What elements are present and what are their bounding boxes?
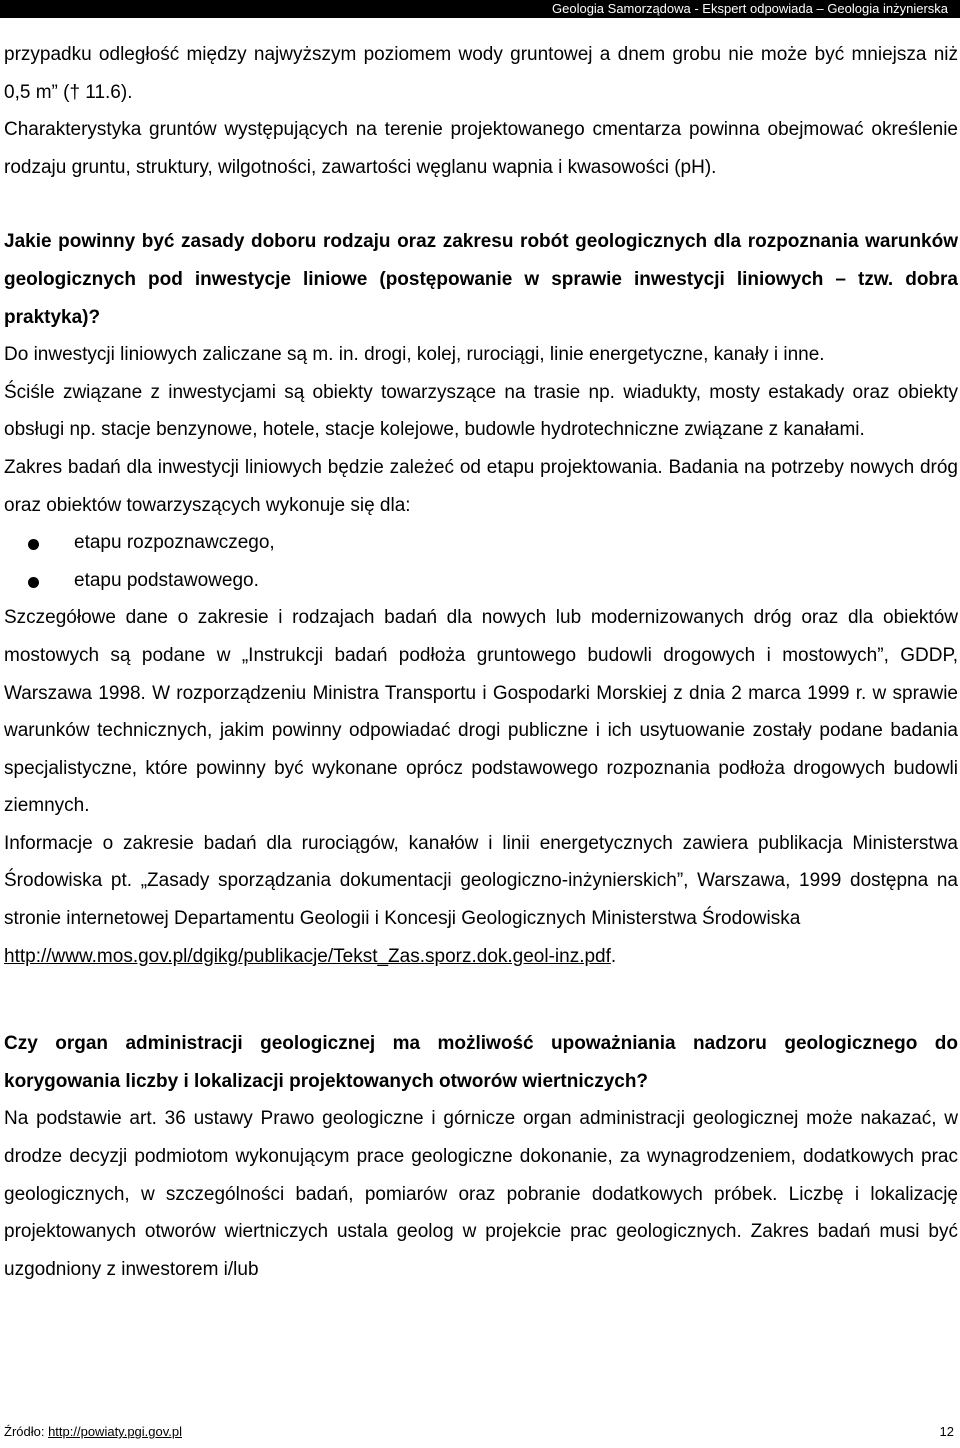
paragraph-grave-depth: przypadku odległość między najwyższym poziomem wody gruntowej a dnem grobu nie może być mniejsza niż 0,5 m” († 11.6). (4, 44, 958, 103)
footer-source-link[interactable]: http://powiaty.pgi.gov.pl (48, 1424, 183, 1439)
question-supervision: Czy organ administracji geologicznej ma możliwość upoważniania nadzoru geologicznego do korygowania liczby i lokalizacji projektowanych otworów wiertniczych? (4, 1033, 958, 1092)
paragraph-pipeline-publication: Informacje o zakresie badań dla rurociągów, kanałów i linii energetycznych zawiera publikacja Ministerstwa Środowiska pt. „Zasady sporządzania dokumentacji geologiczno-inżynierskich”, Warszawa, 1999 dostępna na stronie internetowej Departamentu Geologii i Koncesji Geologicznych Ministerstwa Środowiska (4, 832, 958, 930)
bullet-icon (28, 577, 39, 588)
document-body (4, 36, 958, 1288)
footer-source-label: Źródło: (4, 1424, 49, 1439)
paragraph-soil-characteristics: Charakterystyka gruntów występujących na terenie projektowanego cmentarza powinna obejmować określenie rodzaju gruntu, struktury, wilgotności, zawartości węglanu wapnia i kwasowości (pH). (4, 119, 958, 178)
page-header (0, 0, 960, 18)
bullet-icon (28, 539, 39, 550)
paragraph-linear-investments-list: Do inwestycji liniowych zaliczane są m. in. drogi, kolej, rurociągi, linie energetyczne, kanały i inne. (4, 344, 825, 366)
page-footer (4, 1424, 956, 1440)
stage-list (4, 524, 958, 599)
header-title: Geologia Samorządowa - Ekspert odpowiada – Geologia inżynierska (552, 1, 948, 16)
paragraph-legal-basis: Na podstawie art. 36 ustawy Prawo geologiczne i górnicze organ administracji geologicznej może nakazać, w drodze decyzji podmiotom wykonującym prace geologiczne dokonanie, za wynagrodzeniem, dodatkowych prac geologicznych, w szczególności badań, pomiarów oraz pobranie dodatkowych próbek. Liczbę i lokalizację projektowanych otworów wiertniczych ustala geolog w projekcie prac geologicznych. Zakres badań musi być uzgodniony z inwestorem i/lub (4, 1108, 958, 1280)
paragraph-road-research-details: Szczegółowe dane o zakresie i rodzajach badań dla nowych lub modernizowanych dróg oraz dla obiektów mostowych są podane w „Instrukcji badań podłoża gruntowego budowli drogowych i mostowych”, GDDP, Warszawa 1998. W rozporządzeniu Ministra Transportu i Gospodarki Morskiej z dnia 2 marca 1999 r. w sprawie warunków technicznych, jakim powinny odpowiadać drogi publiczne i ich usytuowanie zostały podane badania specjalistyczne, które powinny być wykonane oprócz podstawowego rozpoznania podłoża drogowych budowli ziemnych. (4, 607, 958, 817)
list-item: etapu podstawowego. (4, 562, 958, 600)
question-linear-investments: Jakie powinny być zasady doboru rodzaju oraz zakresu robót geologicznych dla rozpoznania warunków geologicznych pod inwestycje liniowe (postępowanie w sprawie inwestycji liniowych – tzw. dobra praktyka)? (4, 231, 958, 328)
paragraph-publication-link: http://www.mos.gov.pl/dgikg/publikacje/Tekst_Zas.sporz.dok.geol-inz.pdf. (4, 945, 617, 967)
publication-link[interactable]: http://www.mos.gov.pl/dgikg/publikacje/Tekst_Zas.sporz.dok.geol-inz.pdf (4, 945, 611, 967)
list-item: etapu rozpoznawczego, (4, 524, 958, 562)
paragraph-scope-of-research: Zakres badań dla inwestycji liniowych będzie zależeć od etapu projektowania. Badania na potrzeby nowych dróg oraz obiektów towarzyszących wykonuje się dla: (4, 456, 958, 516)
page-number: 12 (939, 1424, 954, 1439)
paragraph-accompanying-objects: Ściśle związane z inwestycjami są obiekty towarzyszące na trasie np. wiadukty, mosty estakady oraz obiekty obsługi np. stacje benzynowe, hotele, stacje kolejowe, budowle hydrotechniczne związane z kanałami. (4, 381, 958, 441)
